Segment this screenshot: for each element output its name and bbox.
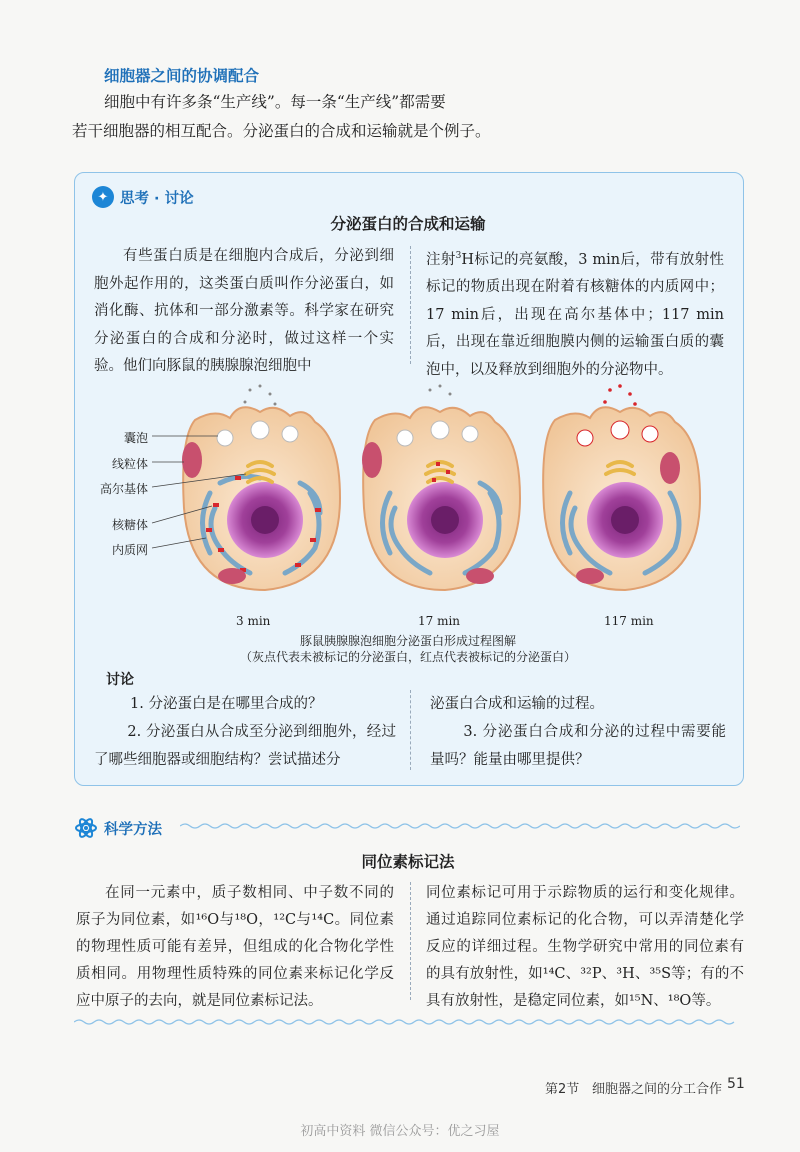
cell-diagram	[100, 378, 730, 618]
right-text-pre: 注射	[426, 251, 456, 268]
method-tag-label: 科学方法	[104, 821, 162, 838]
section-paragraph	[104, 88, 504, 117]
label-ribosome: 核糖体	[112, 518, 149, 532]
label-mitochondria: 线粒体	[112, 457, 149, 471]
wavy-divider-bottom	[74, 1018, 742, 1026]
figure-caption-2: （灰点代表未被标记的分泌蛋白，红点代表被标记的分泌蛋白）	[239, 650, 576, 664]
think-title: 分泌蛋白的合成和运输	[330, 215, 486, 233]
footer-chapter: 细胞器之间的分工合作	[592, 1082, 723, 1097]
cell-17min	[362, 385, 520, 591]
discuss-divider	[410, 690, 411, 770]
right-text-post: H标记的亮氨酸，3 min后，带有放射性标记的物质出现在附着有核糖体的内质网中；17 min后，出现在高尔基体中；117 min后，出现在靠近细胞膜内侧的运输蛋白质的囊泡中，以及释放到细胞外的分泌物中。	[426, 251, 724, 378]
label-er: 内质网	[112, 543, 149, 557]
method-tag	[74, 816, 162, 840]
lightbulb-icon: ✦	[92, 186, 114, 208]
section-title: 细胞器之间的协调配合	[104, 67, 260, 85]
label-golgi: 高尔基体	[100, 482, 149, 496]
think-tag	[92, 186, 194, 208]
time-117min: 117 min	[604, 614, 654, 628]
cell-117min	[543, 384, 700, 590]
think-right-text	[426, 243, 724, 384]
figure-caption-1: 豚鼠胰腺腺泡细胞分泌蛋白形成过程图解	[299, 634, 516, 648]
time-3min: 3 min	[236, 614, 271, 628]
section-paragraph-2	[72, 117, 532, 146]
paragraph-line-1: 细胞中有许多条“生产线”。每一条“生产线”都需要	[104, 93, 446, 111]
watermark: 初高中资料 微信公众号：优之习屋	[300, 1124, 500, 1139]
cell-3min	[182, 385, 340, 591]
think-left-text: 有些蛋白质是在细胞内合成后，分泌到细胞外起作用的，这类蛋白质叫作分泌蛋白，如消化酶、抗体和一部分激素等。科学家在研究分泌蛋白的合成和分泌时，做过这样一个实验。他们向豚鼠的胰腺腺泡细胞中	[94, 248, 394, 374]
discuss-title: 讨论	[106, 672, 134, 688]
column-divider	[410, 246, 411, 364]
question-1: 1. 分泌蛋白是在哪里合成的？	[130, 696, 323, 712]
right-text-sup: 3	[455, 251, 462, 261]
time-17min: 17 min	[418, 614, 461, 628]
method-left-text: 在同一元素中，质子数相同、中子数不同的原子为同位素，如¹⁶O与¹⁸O，¹²C与¹⁴C。同位素的物理性质可能有差异，但组成的化合物化学性质相同。用物理性质特殊的同位素来标记化学反应中原子的去向，就是同位素标记法。	[76, 885, 394, 1009]
page-number: 51	[727, 1076, 745, 1092]
method-title: 同位素标记法	[361, 853, 455, 871]
question-2: 2. 分泌蛋白从合成至分泌到细胞外，经过了哪些细胞器或细胞结构？尝试描述分	[94, 724, 396, 768]
question-2-cont: 泌蛋白合成和运输的过程。	[430, 696, 604, 712]
wavy-divider-top	[180, 822, 740, 830]
method-right-text: 同位素标记可用于示踪物质的运行和变化规律。通过追踪同位素标记的化合物，可以弄清楚化学反应的详细过程。生物学研究中常用的同位素有的具有放射性，如¹⁴C、³²P、³H、³⁵S等；有的不具有放射性，是稳定同位素，如¹⁵N、¹⁸O等。	[426, 885, 744, 1009]
footer-section: 第2节	[545, 1082, 580, 1097]
method-divider	[410, 882, 411, 1000]
think-tag-label: 思考 · 讨论	[120, 190, 194, 207]
paragraph-line-2: 若干细胞器的相互配合。分泌蛋白的合成和运输就是个例子。	[72, 122, 491, 140]
label-vesicle: 囊泡	[124, 431, 149, 445]
atom-icon	[74, 816, 98, 840]
question-3: 3. 分泌蛋白合成和分泌的过程中需要能量吗？能量由哪里提供？	[430, 724, 726, 768]
